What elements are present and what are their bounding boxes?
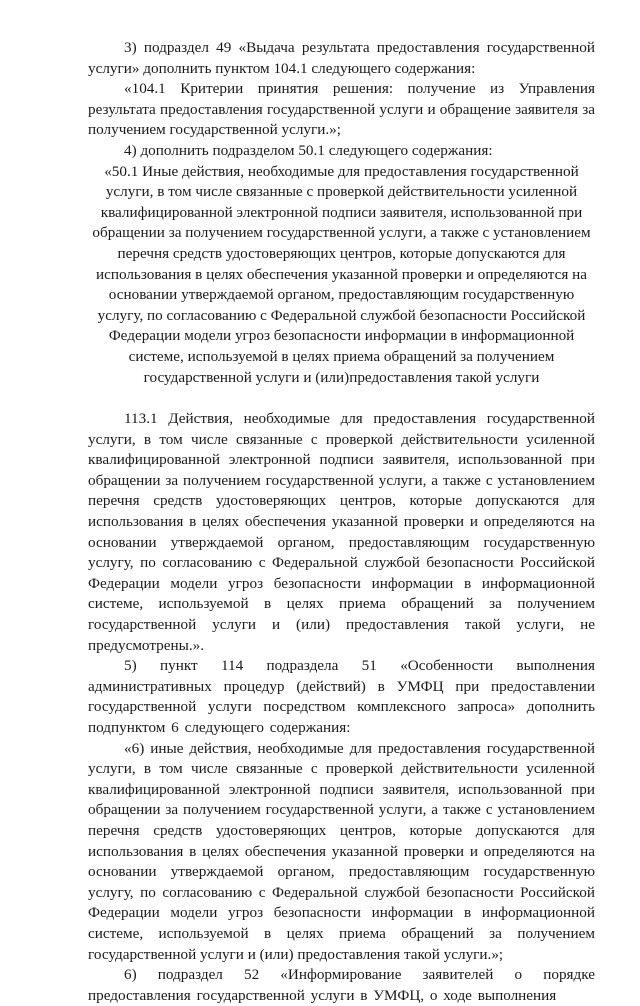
paragraph-criteria-104-1: «104.1 Критерии принятия решения: получение из Управления результата предоставления государственной услуги и обращение заявителя за получением государственной услуги.»; xyxy=(88,80,595,139)
subsection-heading-50-1: «50.1 Иные действия, необходимые для предоставления государственной услуги, в том числе связанные с проверкой действительности усиленной квалифицированной электронной подписи заявителя, использованной при обращении за получением государственной услуги, а также с установлением перечня средств удостоверяющих центров, которые допускаются для использования в целях обеспечения указанной проверки и определяются на основании утверждаемой органом, предоставляющим государственную услугу, по согласованию с Федеральной службой безопасности Российской Федерации модели угроз безопасности информации в информационной системе, используемой в целях приема обращений за получением государственной услуги и (или)предоставления такой услуги xyxy=(92,162,591,386)
paragraph-item-6: 6) подраздел 52 «Информирование заявителей о порядке предоставления государственной услуги в УМФЦ, о ходе выполнения xyxy=(88,966,595,1004)
paragraph-subitem-6: «6) иные действия, необходимые для предоставления государственной услуги, в том числе связанные с проверкой действительности усиленной квалифицированной электронной подписи заявителя, использованной при обращении за получением государственной услуги, а также с установлением перечня средств удостоверяющих центров, которые допускаются для использования в целях обеспечения указанной проверки и определяются на основании утверждаемой органом, предоставляющим государственную услугу, по согласованию с Федеральной службой безопасности Российской Федерации модели угроз безопасности информации в информационной системе, используемой в целях приема обращений за получением государственной услуги и (или) предоставления такой услуги.»; xyxy=(88,739,595,963)
paragraph-item-3: 3) подраздел 49 «Выдача результата предоставления государственной услуги» дополнить пунктом 104.1 следующего содержания: xyxy=(88,39,595,77)
paragraph-item-5: 5) пункт 114 подраздела 51 «Особенности выполнения административных процедур (действий) в УМФЦ при предоставлении государственной услуги посредством комплексного запроса» дополнить подпунктом 6 следующего содержания: xyxy=(88,657,595,736)
paragraph-113-1: 113.1 Действия, необходимые для предоставления государственной услуги, в том числе связанные с проверкой действительности усиленной квалифицированной электронной подписи заявителя, использованной при обращении за получением государственной услуги, а также с установлением перечня средств удостоверяющих центров, которые допускаются для использования в целях обеспечения указанной проверки и определяются на основании утверждаемой органом, предоставляющим государственную услугу, по согласованию с Федеральной службой безопасности Российской Федерации модели угроз безопасности информации в информационной системе, используемой в целях приема обращений за получением государственной услуги и (или) предоставления такой услуги, не предусмотрены.». xyxy=(88,410,595,654)
document-body xyxy=(88,38,595,1006)
paragraph-spacer xyxy=(88,388,595,409)
paragraph-item-4: 4) дополнить подразделом 50.1 следующего содержания: xyxy=(124,141,493,159)
